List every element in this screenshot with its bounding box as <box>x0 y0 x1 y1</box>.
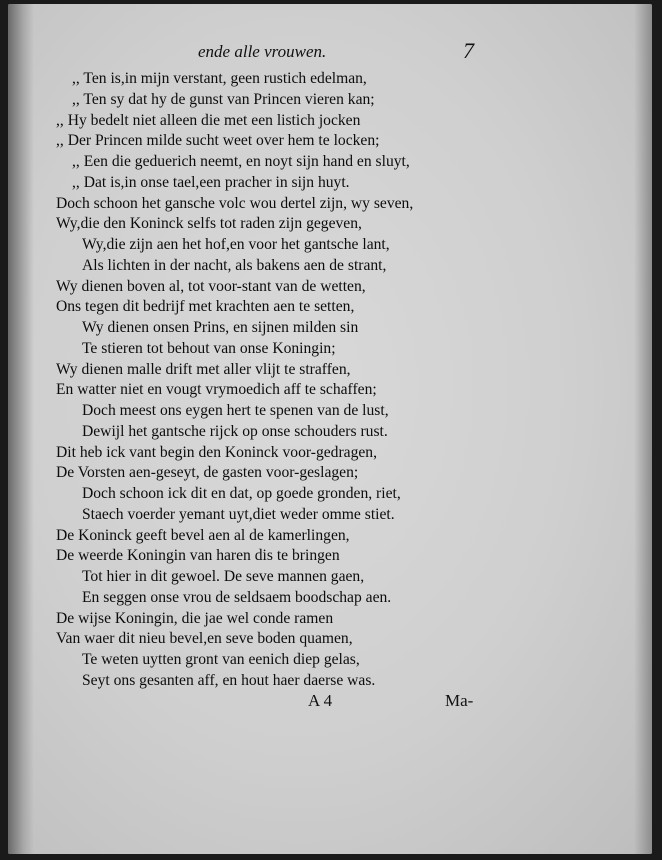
verse-line: Ons tegen dit bedrijf met krachten aen te setten, <box>56 298 355 316</box>
verse-line: De weerde Koningin van haren dis te bringen <box>56 547 340 565</box>
verse-line: Wy dienen boven al, tot voor-stant van de wetten, <box>56 277 366 295</box>
verse-line: Doch schoon ick dit en dat, op goede gronden, riet, <box>82 485 401 502</box>
verse-line: ,, Der Princen milde sucht weet over hem te locken; <box>56 132 380 150</box>
verse-line: Doch meest ons eygen hert te spenen van de lust, <box>82 402 389 419</box>
verse-line: Als lichten in der nacht, als bakens aen de strant, <box>82 256 387 274</box>
verse-line: Wy dienen onsen Prins, en sijnen milden sin <box>82 319 359 336</box>
running-head: ende alle vrouwen. <box>198 42 327 61</box>
book-page <box>8 4 652 854</box>
verse-line: ,, Ten is,in mijn verstant, geen rustich edelman, <box>72 70 367 87</box>
page-edge <box>634 4 652 854</box>
verse-line: De Vorsten aen-geseyt, de gasten voor-geslagen; <box>56 464 359 482</box>
verse-line: Dit heb ick vant begin den Koninck voor-gedragen, <box>56 443 377 461</box>
verse-line: Wy,die den Koninck selfs tot raden zijn gegeven, <box>56 215 362 233</box>
catchword: Ma- <box>445 691 474 710</box>
verse-line: Te weten uytten gront van eenich diep gelas, <box>82 651 360 668</box>
verse-line: De wijse Koningin, die jae wel conde ramen <box>56 609 334 627</box>
verse-line: En watter niet en vougt vrymoedich aff te schaffen; <box>56 381 377 399</box>
verse-line: Seyt ons gesanten aff, en hout haer daerse was. <box>82 671 376 689</box>
verse-line: ,, Dat is,in onse tael,een pracher in sijn huyt. <box>72 173 350 191</box>
verse-line: ,, Een die geduerich neemt, en noyt sijn hand en sluyt, <box>72 153 410 170</box>
verse-line: ,, Hy bedelt niet alleen die met een listich jocken <box>56 111 361 129</box>
verse-line: Te stieren tot behout van onse Koningin; <box>82 339 336 357</box>
verse-line: ,, Ten sy dat hy de gunst van Princen vieren kan; <box>72 90 375 108</box>
verse-line: Wy dienen malle drift met aller vlijt te straffen, <box>56 360 351 378</box>
verse-line: Van waer dit nieu bevel,en seve boden quamen, <box>56 630 353 648</box>
page-number: 7 <box>463 38 474 63</box>
verse-line: Staech voerder yemant uyt,diet weder omme stiet. <box>82 505 395 523</box>
verse-line: De Koninck geeft bevel aen al de kamerlingen, <box>56 526 350 544</box>
page-gutter <box>8 4 34 854</box>
verse-line: Dewijl het gantsche rijck op onse schouders rust. <box>82 422 388 440</box>
verse-line: Doch schoon het gansche volc wou dertel zijn, wy seven, <box>56 194 414 212</box>
signature-mark: A 4 <box>308 691 333 710</box>
verse-line: Wy,die zijn aen het hof,en voor het gantsche lant, <box>82 236 390 253</box>
verse-line: Tot hier in dit gewoel. De seve mannen gaen, <box>82 568 365 585</box>
verse-line: En seggen onse vrou de seldsaem boodschap aen. <box>82 588 392 606</box>
